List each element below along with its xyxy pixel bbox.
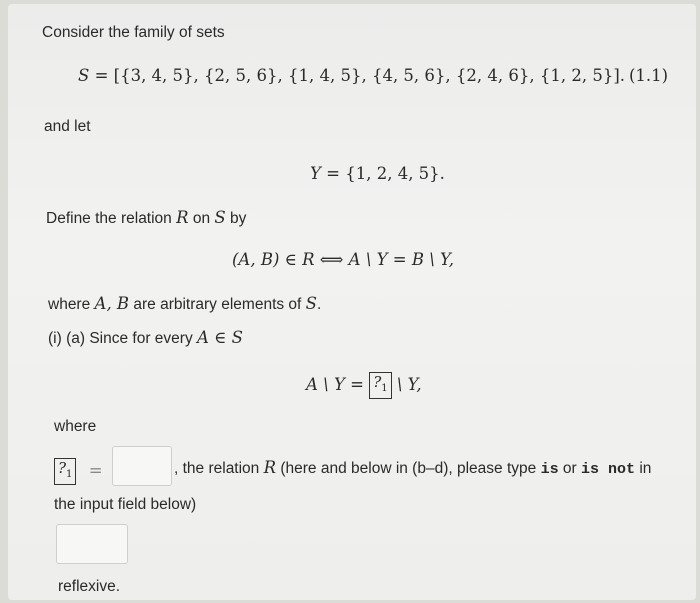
where-text: where: [54, 418, 97, 435]
where-S: S: [305, 294, 317, 313]
row-box-q: ?: [58, 459, 67, 477]
where-arbitrary-text: [48, 294, 321, 314]
row-text2: (here and below in (b–d), please type: [276, 460, 541, 477]
placeholder-box-label: [54, 458, 76, 485]
where-mid: are arbitrary elements of: [129, 296, 306, 313]
eq4-rhs: \ Y,: [391, 375, 422, 394]
define-S: S: [214, 208, 226, 227]
part-a-text: [48, 328, 243, 348]
where-vars: A, B: [94, 294, 130, 313]
part-a-expr: A ∈ S: [197, 328, 243, 347]
intro-text: Consider the family of sets: [42, 24, 225, 41]
placeholder-box-q: ?: [373, 373, 382, 391]
placeholder-box-sub: 1: [381, 383, 388, 394]
reflexive-text: reflexive.: [58, 578, 121, 595]
equation-number: (1.1): [629, 66, 669, 85]
row-box-sub: 1: [66, 469, 73, 480]
row-R: R: [263, 458, 277, 477]
row-text3: in: [635, 460, 652, 477]
equation-family-S: [78, 66, 625, 85]
keyword-is-not: is not: [581, 461, 636, 478]
placeholder-box-1: [369, 372, 391, 399]
where-post: .: [316, 296, 322, 313]
eq4-lhs: A \ Y =: [306, 375, 370, 394]
equation-relation: (A, B) ∈ R ⟺ A \ Y = B \ Y,: [232, 250, 455, 269]
eq2-lhs: Y: [310, 164, 321, 183]
placeholder-answer-input[interactable]: [112, 446, 172, 486]
row-or: or: [558, 460, 581, 477]
reflexive-answer-input[interactable]: [56, 524, 128, 564]
equation-Y: [310, 164, 445, 183]
define-post: by: [225, 210, 247, 227]
row-equals: =: [88, 460, 103, 480]
eq1-rhs: = [{3, 4, 5}, {2, 5, 6}, {1, 4, 5}, {4, 5, 6}, {2, 4, 6}, {1, 2, 5}].: [94, 66, 626, 85]
and-let-text: and let: [44, 118, 91, 135]
eq2-rhs: = {1, 2, 4, 5}.: [326, 164, 445, 183]
where-pre: where: [48, 296, 95, 313]
input-field-below-text: the input field below): [54, 496, 197, 513]
define-mid: on: [188, 210, 215, 227]
problem-sheet: [8, 4, 696, 600]
part-a-pre: (i) (a) Since for every: [48, 330, 198, 347]
equation-set-difference: [306, 372, 422, 399]
row-text1: , the relation: [174, 460, 264, 477]
eq1-lhs: S: [78, 66, 90, 85]
relation-instruction-text: [174, 458, 651, 478]
placeholder-row: [54, 458, 103, 485]
define-R: R: [176, 208, 189, 227]
define-relation-text: [46, 208, 246, 228]
keyword-is: is: [540, 461, 559, 478]
define-pre: Define the relation: [46, 210, 177, 227]
